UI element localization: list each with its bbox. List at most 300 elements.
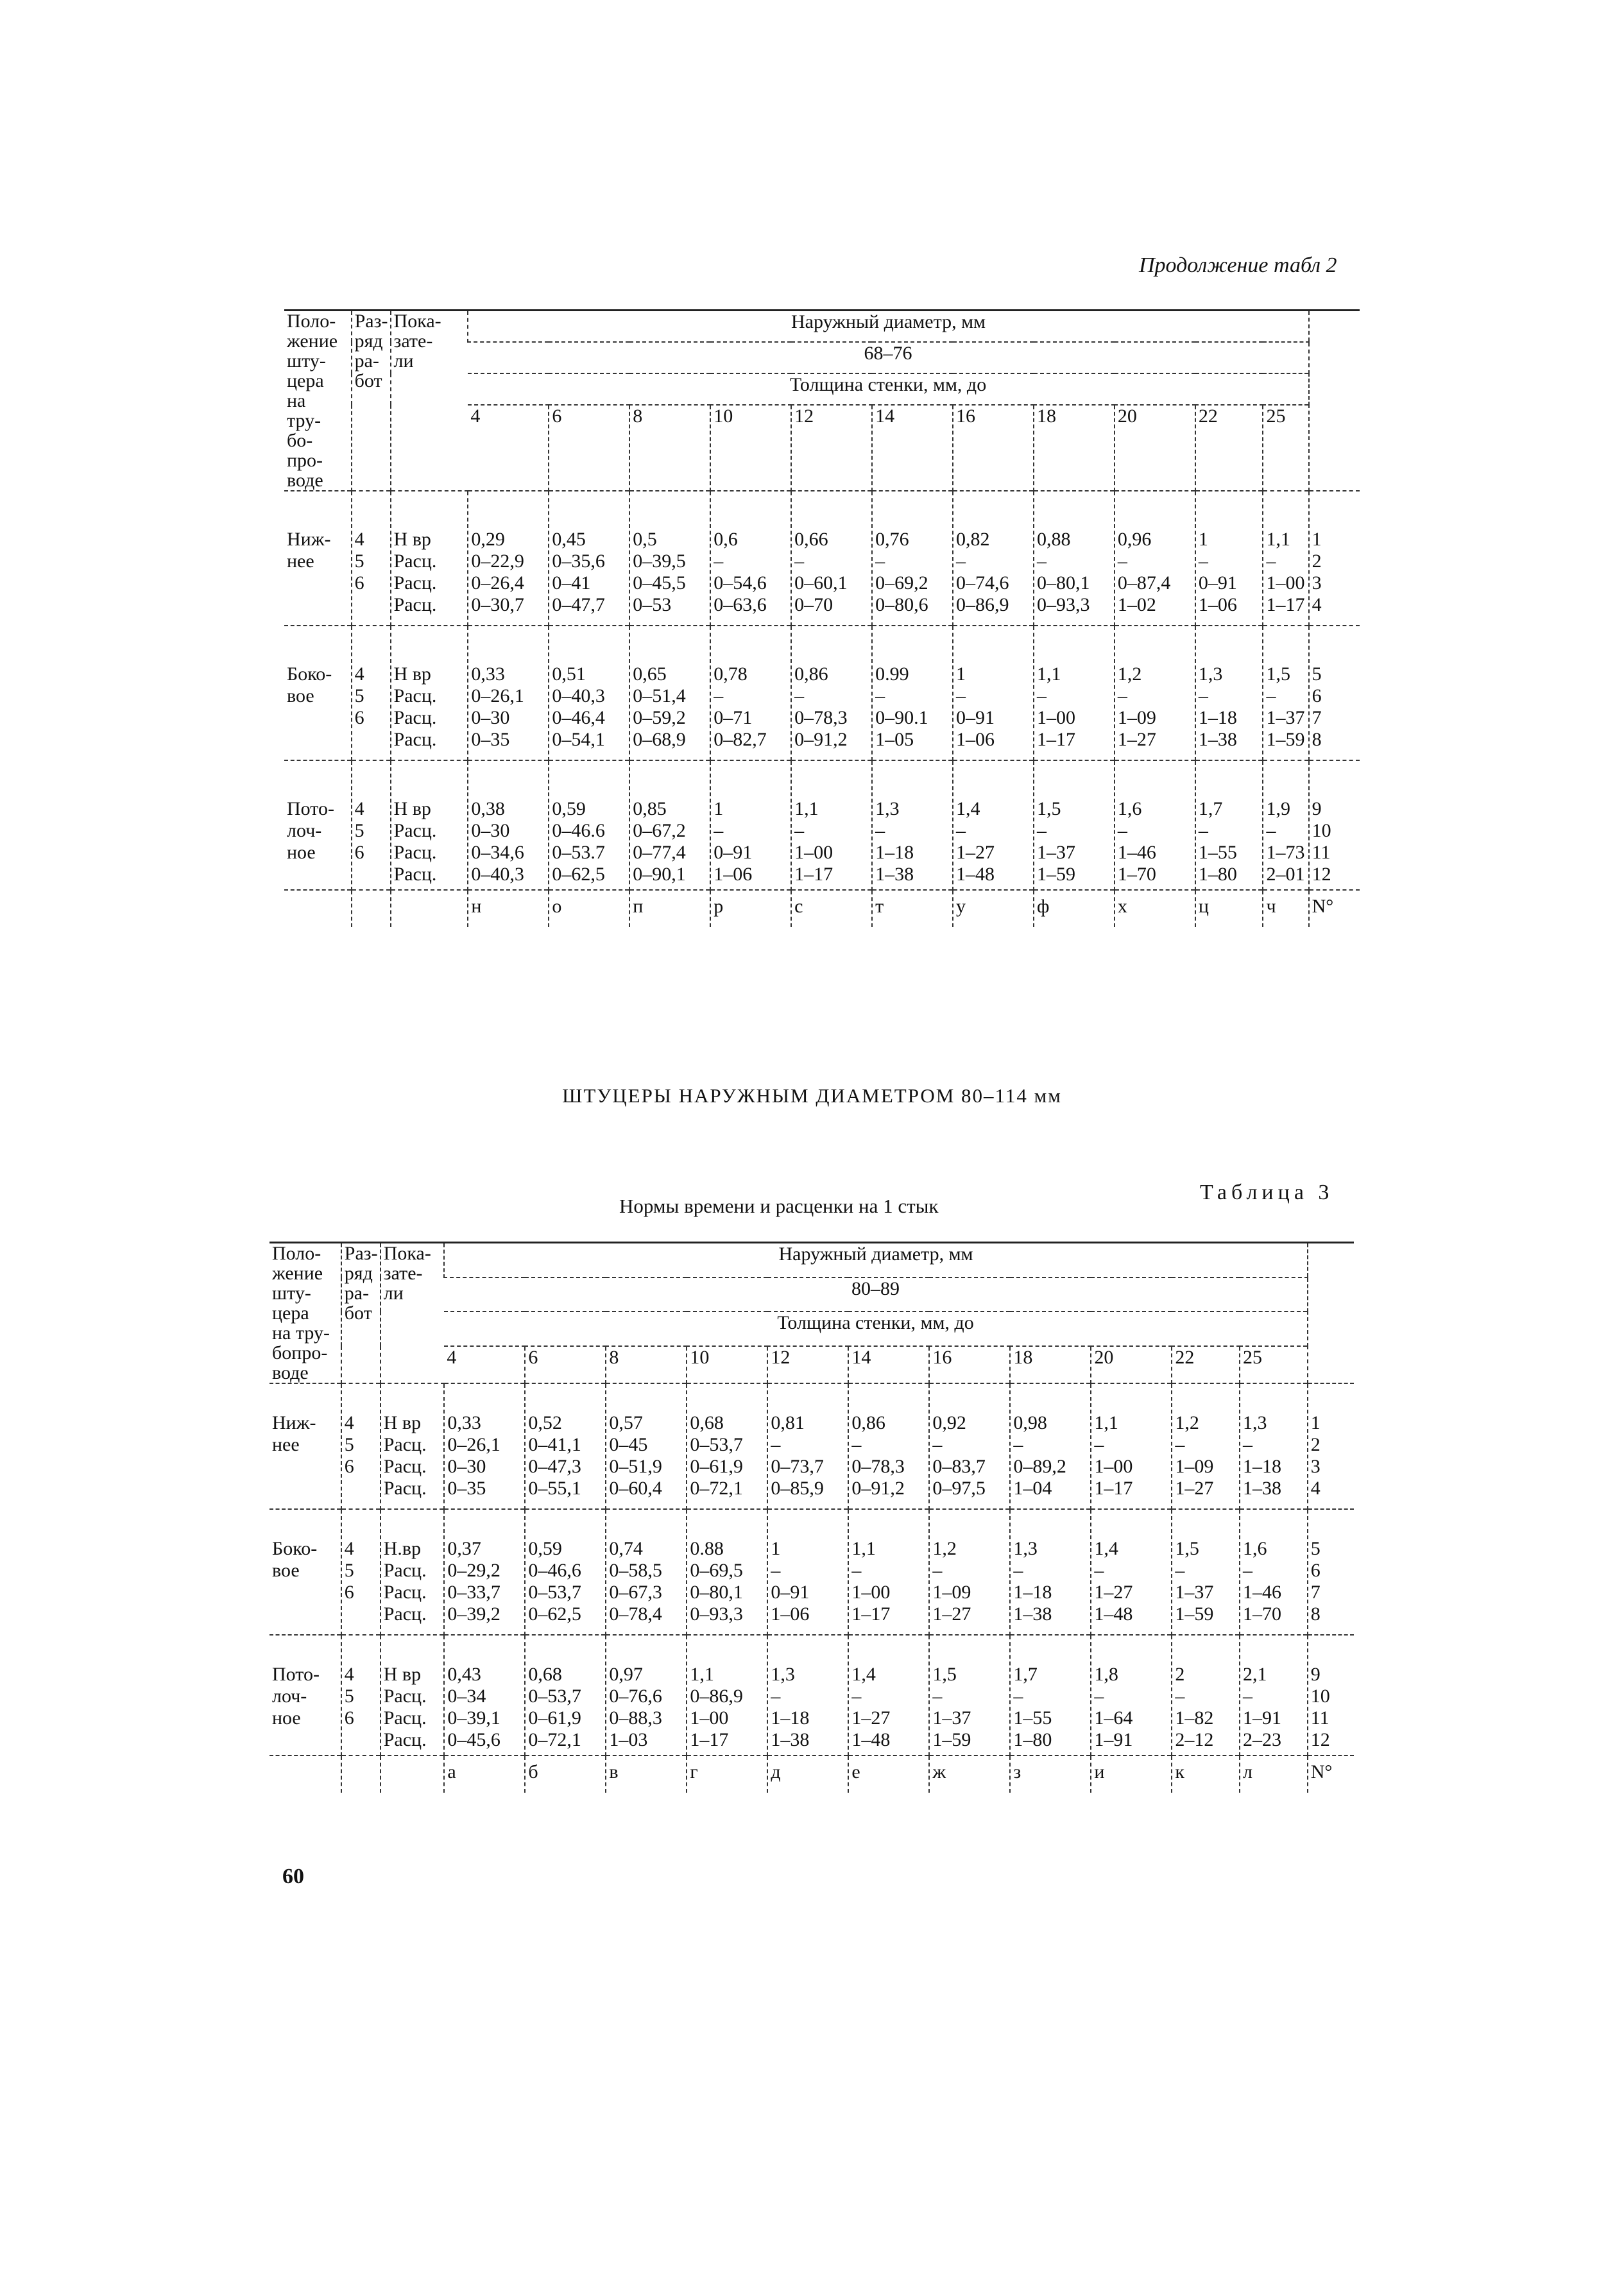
value-text: 0–80,6: [875, 594, 928, 615]
value-text: 1–00: [1094, 1456, 1133, 1477]
header-row-diameter: [269, 1243, 1354, 1277]
value-text: –: [875, 820, 885, 841]
column-letter: п: [629, 890, 710, 927]
value-text: 1–03: [609, 1729, 648, 1750]
thickness-value: 25: [1240, 1346, 1308, 1383]
header-text: ряд: [354, 330, 383, 352]
value-text: 1–18: [1242, 1456, 1281, 1477]
value-cell: [929, 1509, 1010, 1635]
value-text: 1: [956, 663, 966, 685]
row-number: 2: [1312, 551, 1322, 572]
value-text: 0–34,6: [471, 842, 524, 863]
value-cell: [525, 1509, 606, 1635]
value-text: 0–72,1: [690, 1478, 743, 1499]
value-text: –: [875, 551, 885, 572]
value-cell: [687, 1635, 767, 1755]
indicator-label: Расц.: [393, 572, 437, 594]
header-diameter-range: 68–76: [468, 342, 1308, 373]
position-text: ное: [287, 842, 316, 863]
grade-value: 4: [354, 663, 364, 685]
value-text: 1,5: [1266, 663, 1290, 685]
row-grade: [352, 760, 391, 890]
value-text: 1–18: [1198, 707, 1237, 728]
value-text: 1,1: [1094, 1412, 1118, 1433]
value-text: 1,1: [1266, 529, 1290, 550]
value-text: 0–34: [447, 1686, 486, 1707]
value-text: 0–53: [633, 594, 672, 615]
thickness-value: 6: [549, 405, 629, 491]
value-text: 1–27: [1175, 1478, 1214, 1499]
value-text: –: [1013, 1434, 1023, 1455]
value-text: –: [1036, 551, 1047, 572]
grade-value: 5: [344, 1686, 354, 1707]
grade-value: 6: [344, 1582, 354, 1603]
value-text: 1–17: [794, 864, 833, 885]
column-letter: ф: [1034, 890, 1115, 927]
indicator-label: Расц.: [383, 1478, 427, 1499]
value-cell: [444, 1635, 525, 1755]
value-text: 1,1: [794, 798, 819, 819]
value-text: –: [1198, 820, 1208, 841]
row-numbers: [1308, 1635, 1354, 1755]
column-letter: с: [791, 890, 872, 927]
value-text: 1–06: [956, 729, 995, 750]
value-cell: [848, 1635, 929, 1755]
value-text: 0–47,7: [552, 594, 605, 615]
value-text: 0–51,4: [633, 685, 686, 706]
indicator-label: Расц.: [393, 842, 437, 863]
value-text: 1–91: [1094, 1729, 1133, 1750]
row-numbers: [1309, 626, 1360, 760]
value-text: 0,5: [633, 529, 657, 550]
indicator-label: Расц.: [393, 864, 437, 885]
row-numbers: [1309, 491, 1360, 626]
value-text: 0–93,3: [1036, 594, 1090, 615]
indicator-label: Н вр: [393, 529, 431, 550]
value-text: 0,33: [447, 1412, 481, 1433]
thickness-value: 8: [629, 405, 710, 491]
value-text: 0–97,5: [932, 1478, 986, 1499]
header-num-blank: [1308, 1243, 1354, 1384]
header-num-blank: [1309, 311, 1360, 491]
header-text: воде: [287, 470, 323, 491]
letter-blank: [391, 890, 468, 927]
value-text: 0–46,6: [528, 1560, 581, 1581]
row-number: 2: [1310, 1434, 1321, 1455]
value-text: –: [1242, 1560, 1252, 1581]
indicator-label: Расц.: [383, 1686, 427, 1707]
value-text: –: [1117, 685, 1127, 706]
grade-value: 6: [354, 707, 364, 728]
value-text: 0.88: [690, 1538, 724, 1559]
header-diameter-range: 80–89: [444, 1277, 1307, 1312]
header-text: бопро-: [272, 1342, 328, 1363]
header-text: на тру-: [272, 1322, 330, 1344]
grade-value: 5: [354, 820, 364, 841]
value-cell: [1034, 491, 1115, 626]
value-cell: [1195, 491, 1263, 626]
row-number: 6: [1310, 1560, 1321, 1581]
header-text: ли: [393, 350, 414, 372]
position-text: Пото-: [287, 798, 334, 819]
value-text: 0–62,5: [552, 864, 605, 885]
row-grade: [352, 626, 391, 760]
value-text: 0–91,2: [794, 729, 848, 750]
value-text: 1–37: [1175, 1582, 1214, 1603]
thickness-value: 16: [929, 1346, 1010, 1383]
value-cell: [872, 491, 953, 626]
indicator-label: Расц.: [383, 1603, 427, 1625]
value-text: 1–27: [1117, 729, 1156, 750]
position-text: лоч-: [272, 1686, 307, 1707]
row-number: 6: [1312, 685, 1322, 706]
value-text: 0,68: [528, 1664, 562, 1685]
row-indicator: [380, 1509, 445, 1635]
letter-blank: [341, 1755, 380, 1793]
header-text: ра-: [344, 1283, 370, 1304]
value-text: 0,65: [633, 663, 667, 685]
position-text: Ниж-: [272, 1412, 316, 1433]
position-text: Ниж-: [287, 529, 331, 550]
value-text: 2–12: [1175, 1729, 1214, 1750]
value-text: –: [714, 820, 724, 841]
value-cell: [1172, 1635, 1240, 1755]
grade-value: 6: [354, 572, 364, 594]
position-text: Боко-: [272, 1538, 318, 1559]
value-text: 1–37: [1266, 707, 1305, 728]
header-text: воде: [272, 1362, 309, 1383]
value-text: 1–73: [1266, 842, 1305, 863]
value-text: –: [771, 1434, 781, 1455]
value-text: 1–09: [1175, 1456, 1214, 1477]
value-text: 0–86,9: [690, 1686, 743, 1707]
indicator-label: Расц.: [383, 1434, 427, 1455]
value-text: 1–38: [1013, 1603, 1052, 1625]
value-text: 1–17: [851, 1603, 891, 1625]
value-text: 1–00: [794, 842, 833, 863]
header-text: бо-: [287, 430, 313, 451]
value-text: 0–61,9: [528, 1707, 581, 1729]
value-text: 1,2: [1175, 1412, 1199, 1433]
value-cell: [767, 1383, 848, 1509]
value-text: 1,3: [1198, 663, 1223, 685]
value-text: 0–68,9: [633, 729, 686, 750]
value-text: 0,6: [714, 529, 738, 550]
grade-value: 6: [354, 842, 364, 863]
row-indicator: [391, 491, 468, 626]
value-text: 1–46: [1117, 842, 1156, 863]
indicator-label: Расц.: [383, 1456, 427, 1477]
value-text: 1,8: [1094, 1664, 1118, 1685]
header-thickness: Толщина стенки, мм, до: [444, 1311, 1307, 1346]
value-text: 0–67,2: [633, 820, 686, 841]
value-text: 0–41: [552, 572, 591, 594]
value-text: 1–48: [956, 864, 995, 885]
table-row-group: [269, 1509, 1354, 1635]
value-cell: [468, 626, 549, 760]
value-text: –: [1175, 1434, 1185, 1455]
column-letter: ж: [929, 1755, 1010, 1793]
indicator-label: Расц.: [393, 551, 437, 572]
value-text: 1,1: [690, 1664, 714, 1685]
value-text: –: [1013, 1686, 1023, 1707]
column-letter: у: [953, 890, 1034, 927]
value-text: –: [932, 1686, 943, 1707]
thickness-value: 22: [1172, 1346, 1240, 1383]
value-text: 1–18: [771, 1707, 810, 1729]
thickness-value: 4: [470, 406, 481, 427]
value-text: 0–83,7: [932, 1456, 986, 1477]
indicator-label: Н вр: [383, 1664, 422, 1685]
value-text: –: [1266, 685, 1276, 706]
row-number: 12: [1310, 1729, 1330, 1750]
thickness-value: 14: [872, 405, 953, 491]
position-text: нее: [272, 1434, 300, 1455]
value-text: 0,81: [771, 1412, 805, 1433]
row-grade: [341, 1383, 380, 1509]
value-text: 0–26,4: [471, 572, 524, 594]
value-text: 0–47,3: [528, 1456, 581, 1477]
value-cell: [525, 1383, 606, 1509]
value-text: 0–39,5: [633, 551, 686, 572]
value-cell: [953, 760, 1034, 890]
value-text: 0–29,2: [447, 1560, 500, 1581]
value-text: 0–40,3: [471, 864, 524, 885]
value-text: –: [794, 685, 805, 706]
grade-value: 4: [354, 529, 364, 550]
value-text: 1,2: [932, 1538, 957, 1559]
value-text: 1,5: [1175, 1538, 1199, 1559]
value-cell: [444, 1509, 525, 1635]
value-cell: [1115, 760, 1195, 890]
row-number: 3: [1310, 1456, 1321, 1477]
header-text: тру-: [287, 410, 321, 431]
value-text: –: [794, 551, 805, 572]
value-text: 0,98: [1013, 1412, 1047, 1433]
value-text: 0–91: [771, 1582, 810, 1603]
table-row-group: [284, 760, 1360, 890]
row-number: 5: [1312, 663, 1322, 685]
value-text: 0,37: [447, 1538, 481, 1559]
page-number: 60: [282, 1865, 304, 1888]
indicator-label: Расц.: [383, 1582, 427, 1603]
value-cell: [767, 1635, 848, 1755]
row-grade: [352, 491, 391, 626]
row-number: 11: [1310, 1707, 1329, 1729]
value-text: 1–06: [771, 1603, 810, 1625]
row-position: [269, 1635, 341, 1755]
value-text: 0–26,1: [471, 685, 524, 706]
position-text: нее: [287, 551, 314, 572]
thickness-value: 20: [1091, 1346, 1172, 1383]
row-indicator: [391, 626, 468, 760]
value-cell: [444, 1383, 525, 1509]
value-text: 0–58,5: [609, 1560, 662, 1581]
value-text: 0–30,7: [471, 594, 524, 615]
row-number: 9: [1312, 798, 1322, 819]
header-diameter: Наружный диаметр, мм: [444, 1243, 1307, 1277]
value-text: –: [1094, 1560, 1104, 1581]
value-text: –: [956, 551, 966, 572]
table-3-subtitle: Нормы времени и расценки на 1 стык: [619, 1195, 939, 1217]
value-text: 1–91: [1242, 1707, 1281, 1729]
value-text: 0–45: [609, 1434, 648, 1455]
value-cell: [1010, 1509, 1091, 1635]
value-text: 0–35,6: [552, 551, 605, 572]
header-diameter: Наружный диаметр, мм: [468, 311, 1308, 343]
value-text: 1–59: [932, 1729, 971, 1750]
value-text: 0–53,7: [528, 1686, 581, 1707]
column-letter: з: [1010, 1755, 1091, 1793]
value-text: 1,6: [1117, 798, 1142, 819]
value-text: 0–39,2: [447, 1603, 500, 1625]
value-cell: [929, 1635, 1010, 1755]
thickness-value: 8: [606, 1346, 687, 1383]
section-title: ШТУЦЕРЫ НАРУЖНЫМ ДИАМЕТРОМ 80–114 мм: [562, 1084, 1062, 1107]
row-indicator: [380, 1635, 445, 1755]
value-text: –: [1198, 551, 1208, 572]
value-text: 0,38: [471, 798, 505, 819]
value-text: –: [851, 1560, 862, 1581]
value-text: 1–17: [1094, 1478, 1133, 1499]
value-text: 1–17: [1036, 729, 1075, 750]
letter-blank: [284, 890, 352, 927]
header-text: бот: [344, 1303, 372, 1324]
number-label: N°: [1308, 1755, 1354, 1793]
value-text: –: [714, 685, 724, 706]
value-text: –: [1036, 685, 1047, 706]
value-text: 1–17: [690, 1729, 729, 1750]
value-cell: [1195, 626, 1263, 760]
value-text: 0–69,2: [875, 572, 928, 594]
value-text: 0,86: [851, 1412, 885, 1433]
row-grade: [341, 1509, 380, 1635]
value-cell: [872, 626, 953, 760]
value-text: 0–51,9: [609, 1456, 662, 1477]
value-text: 0–54,6: [714, 572, 767, 594]
value-text: 1,4: [1094, 1538, 1118, 1559]
value-cell: [767, 1509, 848, 1635]
value-text: –: [1266, 820, 1276, 841]
row-number: 10: [1312, 820, 1331, 841]
value-text: 0–60,4: [609, 1478, 662, 1499]
value-cell: [525, 1635, 606, 1755]
value-cell: [1195, 760, 1263, 890]
row-indicator: [391, 760, 468, 890]
header-position: [269, 1243, 341, 1384]
position-text: Пото-: [272, 1664, 320, 1685]
value-text: –: [851, 1434, 862, 1455]
header-text: цера: [272, 1303, 309, 1324]
value-cell: [687, 1383, 767, 1509]
row-grade: [341, 1635, 380, 1755]
value-text: 1–09: [932, 1582, 971, 1603]
value-text: 1–82: [1175, 1707, 1214, 1729]
column-letter: ц: [1195, 890, 1263, 927]
value-text: 1–02: [1117, 594, 1156, 615]
value-text: –: [771, 1560, 781, 1581]
value-text: 0–46.6: [552, 820, 605, 841]
header-text: зате-: [393, 330, 433, 352]
value-cell: [710, 760, 791, 890]
value-text: –: [771, 1686, 781, 1707]
value-text: 0–72,1: [528, 1729, 581, 1750]
column-letter: л: [1240, 1755, 1308, 1793]
value-cell: [953, 626, 1034, 760]
value-cell: [848, 1383, 929, 1509]
value-text: –: [956, 820, 966, 841]
value-text: 1–27: [1094, 1582, 1133, 1603]
value-text: 0–78,4: [609, 1603, 662, 1625]
row-number: 7: [1310, 1582, 1321, 1603]
value-text: –: [956, 685, 966, 706]
row-number: 11: [1312, 842, 1331, 863]
row-number: 9: [1310, 1664, 1321, 1685]
value-text: 1–48: [1094, 1603, 1133, 1625]
value-cell: [629, 626, 710, 760]
row-number: 8: [1312, 729, 1322, 750]
row-number: 10: [1310, 1686, 1330, 1707]
value-text: 0–53.7: [552, 842, 605, 863]
value-text: 0–26,1: [447, 1434, 500, 1455]
value-text: 1–80: [1198, 864, 1237, 885]
value-text: 0–91: [714, 842, 753, 863]
value-text: 0–76,6: [609, 1686, 662, 1707]
header-text: зате-: [383, 1263, 423, 1284]
header-text: Пока-: [383, 1243, 431, 1264]
value-text: –: [851, 1686, 862, 1707]
thickness-value: 12: [767, 1346, 848, 1383]
indicator-label: Расц.: [393, 707, 437, 728]
value-text: 0,88: [1036, 529, 1071, 550]
value-text: 0,29: [471, 529, 505, 550]
value-text: –: [1198, 685, 1208, 706]
value-text: 0,43: [447, 1664, 481, 1685]
value-text: –: [932, 1560, 943, 1581]
value-text: 2–01: [1266, 864, 1305, 885]
grade-value: 6: [344, 1707, 354, 1729]
value-text: 0–45,5: [633, 572, 686, 594]
value-cell: [1091, 1509, 1172, 1635]
value-text: –: [794, 820, 805, 841]
header-text: ра-: [354, 350, 379, 372]
column-letter: к: [1172, 1755, 1240, 1793]
value-cell: [1115, 491, 1195, 626]
value-cell: [929, 1383, 1010, 1509]
value-text: 1: [1198, 529, 1208, 550]
row-numbers: [1309, 760, 1360, 890]
value-text: 0,51: [552, 663, 586, 685]
grade-value: 6: [344, 1456, 354, 1477]
value-text: 1–64: [1094, 1707, 1133, 1729]
thickness-value: 20: [1115, 405, 1195, 491]
value-text: 0–86,9: [956, 594, 1009, 615]
indicator-label: Н вр: [383, 1412, 422, 1433]
column-letter: б: [525, 1755, 606, 1793]
value-cell: [549, 760, 629, 890]
value-text: 1–05: [875, 729, 914, 750]
value-cell: [872, 760, 953, 890]
value-text: 0,57: [609, 1412, 643, 1433]
column-letter: д: [767, 1755, 848, 1793]
value-text: 0–39,1: [447, 1707, 500, 1729]
value-cell: [1240, 1383, 1308, 1509]
table-row-group: [284, 626, 1360, 760]
value-cell: [1091, 1383, 1172, 1509]
value-text: 1,5: [1036, 798, 1061, 819]
value-text: 0–91: [1198, 572, 1237, 594]
value-text: 0–45,6: [447, 1729, 500, 1750]
